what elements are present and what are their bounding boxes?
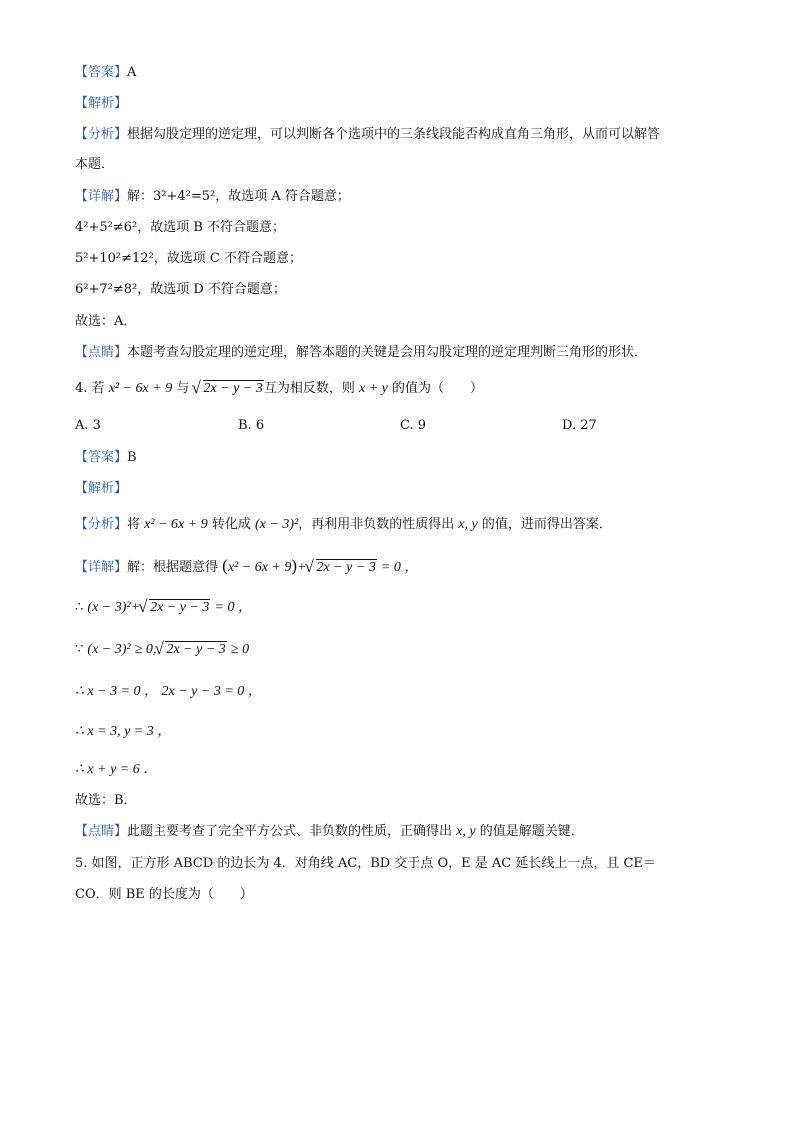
plus-sign: + [130,600,141,615]
radicand: 2x − y − 3 [166,642,226,657]
geq-zero-end: ≥ 0 [230,642,250,657]
stem-mid: 互为相反数，则 [263,381,355,396]
q4-comment [75,823,584,841]
detail-radical [307,559,377,577]
because-symbol: ∵ [75,642,84,657]
stem-radicand: 2x − y − 3 [203,381,263,396]
detail-label: 【详解】 [75,189,128,204]
therefore-symbol: ∴ [75,600,84,615]
detail-text: 解：3²+4²=5²，故选项 A 符合题意； [127,189,350,204]
detail-intro: 解：根据题意得 [127,560,219,575]
q3-analysis-heading: 【解析】 [75,96,128,111]
comment-label: 【点睛】 [75,824,128,839]
option-b: B. 6 [238,418,265,433]
stem-with: 与 [176,381,190,396]
radicand: 2x − y − 3 [150,600,210,615]
q4-step4: ∴ x = 3, y = 3 ， [75,724,172,739]
q4-analysis [75,516,612,534]
radicand: 2x − y − 3 [316,560,376,575]
geq-zero: ≥ 0, [134,642,157,657]
step2-radical [156,641,226,659]
equals-zero: = 0 ， [214,600,252,615]
square-expr: (x − 3)² [87,642,131,657]
plus-sign: + [297,560,307,575]
analysis-label: 【分析】 [75,517,128,532]
comment-post: 的值是解题关键． [479,824,584,839]
answer-value: B [127,450,137,465]
q3-analysis [75,126,660,144]
q3-comment [75,344,647,362]
q4-step3: ∴ x − 3 = 0 ， 2x − y − 3 = 0 ， [75,684,262,699]
answer-label: 【答案】 [75,65,128,80]
comment-vars: x, y [456,824,476,839]
q4-choose: 故选：B． [75,793,137,808]
analysis-label: 【分析】 [75,127,128,142]
paren-content: x² − 6x + 9 [227,560,292,575]
q4-stem [75,380,483,398]
analysis-end: 的值，进而得出答案． [481,517,612,532]
q4-detail [75,557,418,577]
analysis-post: ，再利用非负数的性质得出 [298,517,455,532]
equals-zero: = 0 ， [380,560,419,575]
stem-suffix: 的值为（ ） [392,381,484,396]
q5-stem-line1: 5. 如图，正方形 ABCD 的边长为 4．对角线 AC，BD 交于点 O，E 是 AC 延长线上一点，且 CE＝ [75,856,656,871]
detail-label: 【详解】 [75,560,128,575]
option-d: D. 27 [562,418,597,433]
q3-detail-line2: 4²+5²≠6²，故选项 B 不符合题意； [75,220,286,235]
q4-step1 [75,599,252,617]
q4-step2 [75,641,249,659]
option-c: C. 9 [400,418,427,433]
stem-expr2: x + y [359,381,388,396]
step1-radical [140,599,210,617]
stem-expr1: x² − 6x + 9 [108,381,173,396]
analysis-pre: 将 [127,517,141,532]
comment-pre: 此题主要考查了完全平方公式、非负数的性质，正确得出 [127,824,453,839]
q3-choose: 故选：A． [75,314,137,329]
comment-text: 本题考查勾股定理的逆定理，解答本题的关键是会用勾股定理的逆定理判断三角形的形状． [127,345,648,360]
answer-value: A [127,65,137,80]
comment-label: 【点睛】 [75,345,128,360]
square-expr: (x − 3)² [87,600,131,615]
analysis-convert: 转化成 [211,517,251,532]
q3-answer [75,64,136,82]
option-a: A. 3 [75,418,101,433]
analysis-square: (x − 3)² [255,517,299,532]
q3-detail-line4: 6²+7²≠8²，故选项 D 不符合题意； [75,282,286,297]
q4-answer [75,449,137,467]
stem-prefix: 4. 若 [75,381,105,396]
analysis-text: 根据勾股定理的逆定理，可以判断各个选项中的三条线段能否构成直角三角形，从而可以解答 [127,127,661,142]
analysis-expr: x² − 6x + 9 [144,517,208,532]
answer-label: 【答案】 [75,450,128,465]
q3-detail-line1 [75,188,350,206]
analysis-vars: x, y [458,517,478,532]
q5-stem-line2: CO．则 BE 的长度为（ ） [75,887,253,902]
q3-analysis-cont: 本题． [75,157,115,172]
q3-detail-line3: 5²+10²≠12²，故选项 C 不符合题意； [75,251,302,266]
stem-radical [194,380,264,398]
q4-analysis-heading: 【解析】 [75,481,128,496]
detail-paren-expr: (x² − 6x + 9) [222,556,298,575]
q4-step5: ∴ x + y = 6 ． [75,762,158,777]
